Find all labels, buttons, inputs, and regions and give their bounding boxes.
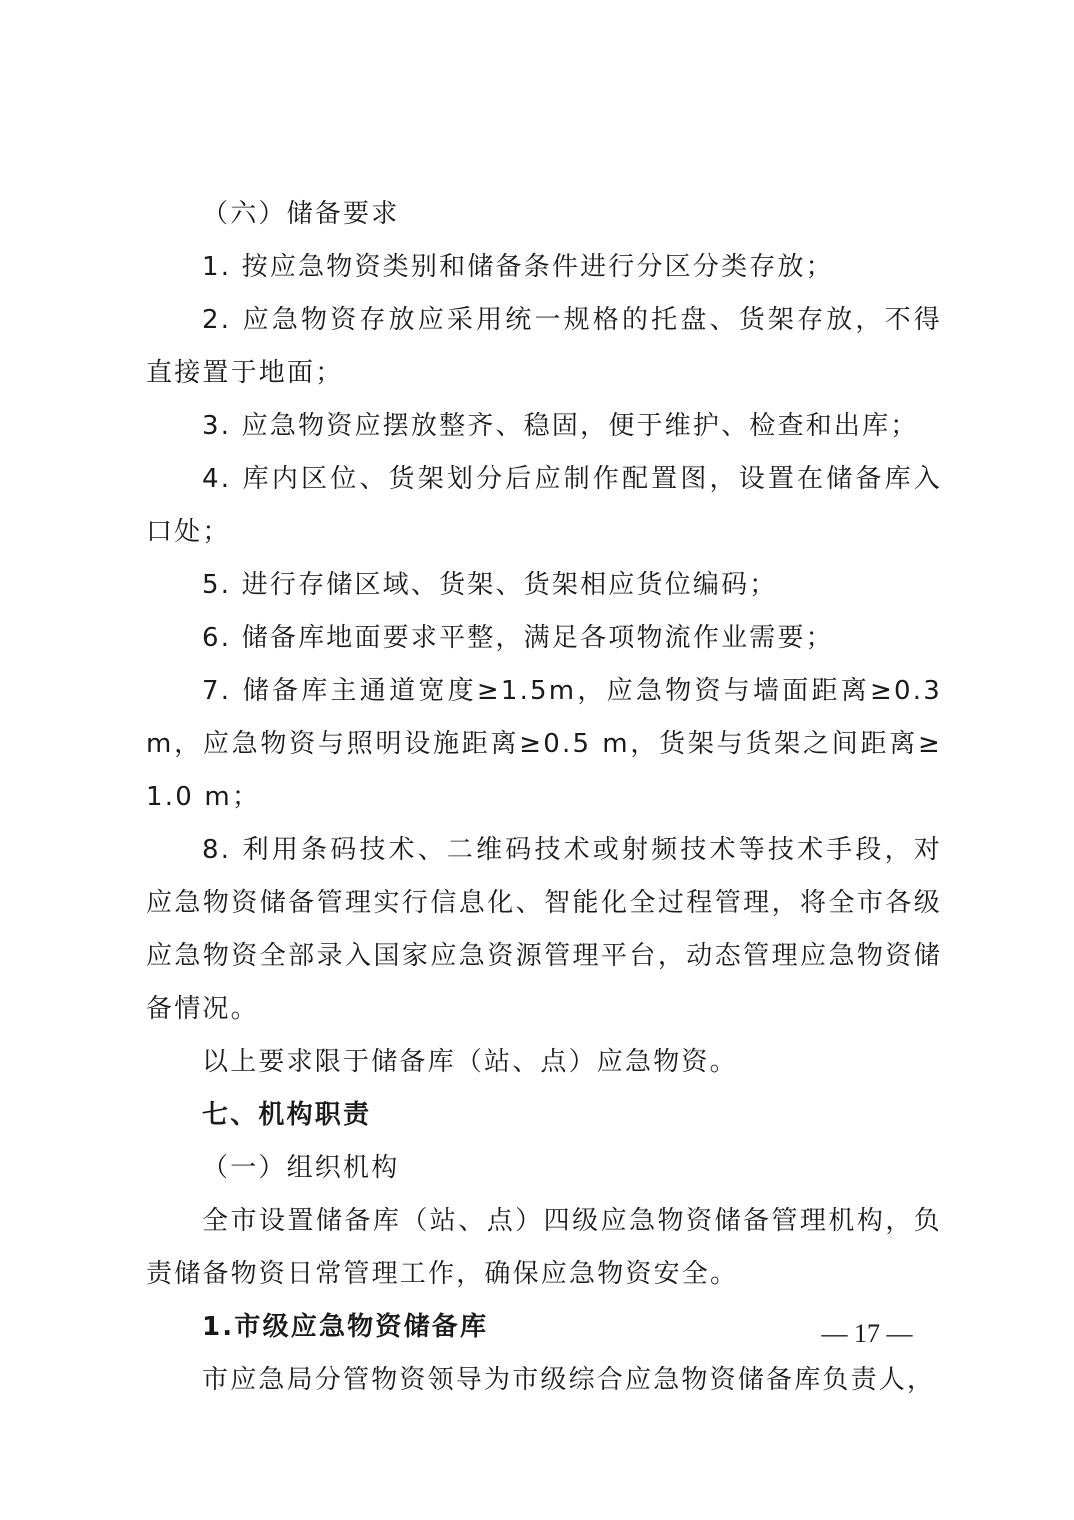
page-number: — 17 — bbox=[821, 1319, 913, 1348]
list-item-1: 1. 按应急物资类别和储备条件进行分区分类存放； bbox=[202, 252, 834, 282]
list-item-5: 5. 进行存储区域、货架、货架相应货位编码； bbox=[202, 570, 778, 600]
list-item-7: 7. 储备库主通道宽度≥1.5m，应急物资与墙面距离≥0.3 m，应急物资与照明设施距离≥0.5 m，货架与货架之间距离≥1.0 m； bbox=[146, 676, 942, 812]
organization-paragraph: 全市设置储备库（站、点）四级应急物资储备管理机构，负责储备物资日常管理工作，确保应急物资安全。 bbox=[146, 1206, 942, 1289]
list-item-3: 3. 应急物资应摆放整齐、稳固，便于维护、检查和出库； bbox=[202, 411, 919, 441]
list-item-6: 6. 储备库地面要求平整，满足各项物流作业需要； bbox=[202, 623, 834, 653]
subsection-heading-city-warehouse: 1.市级应急物资储备库 bbox=[202, 1312, 489, 1342]
list-item-2: 2. 应急物资存放应采用统一规格的托盘、货架存放，不得直接置于地面； bbox=[146, 305, 942, 388]
scope-note: 以上要求限于储备库（站、点）应急物资。 bbox=[202, 1047, 738, 1077]
section-heading-storage-requirements: （六）储备要求 bbox=[202, 199, 400, 229]
list-item-4: 4. 库内区位、货架划分后应制作配置图，设置在储备库入口处； bbox=[146, 464, 942, 547]
section-heading-organization: （一）组织机构 bbox=[202, 1153, 400, 1183]
city-warehouse-paragraph: 市应急局分管物资领导为市级综合应急物资储备库负责人， bbox=[202, 1365, 936, 1395]
list-item-8: 8. 利用条码技术、二维码技术或射频技术等技术手段，对应急物资储备管理实行信息化、智能化全过程管理，将全市各级应急物资全部录入国家应急资源管理平台，动态管理应急物资储备情况。 bbox=[146, 835, 942, 1024]
chapter-heading-responsibilities: 七、机构职责 bbox=[202, 1100, 372, 1130]
document-body bbox=[146, 188, 942, 1407]
